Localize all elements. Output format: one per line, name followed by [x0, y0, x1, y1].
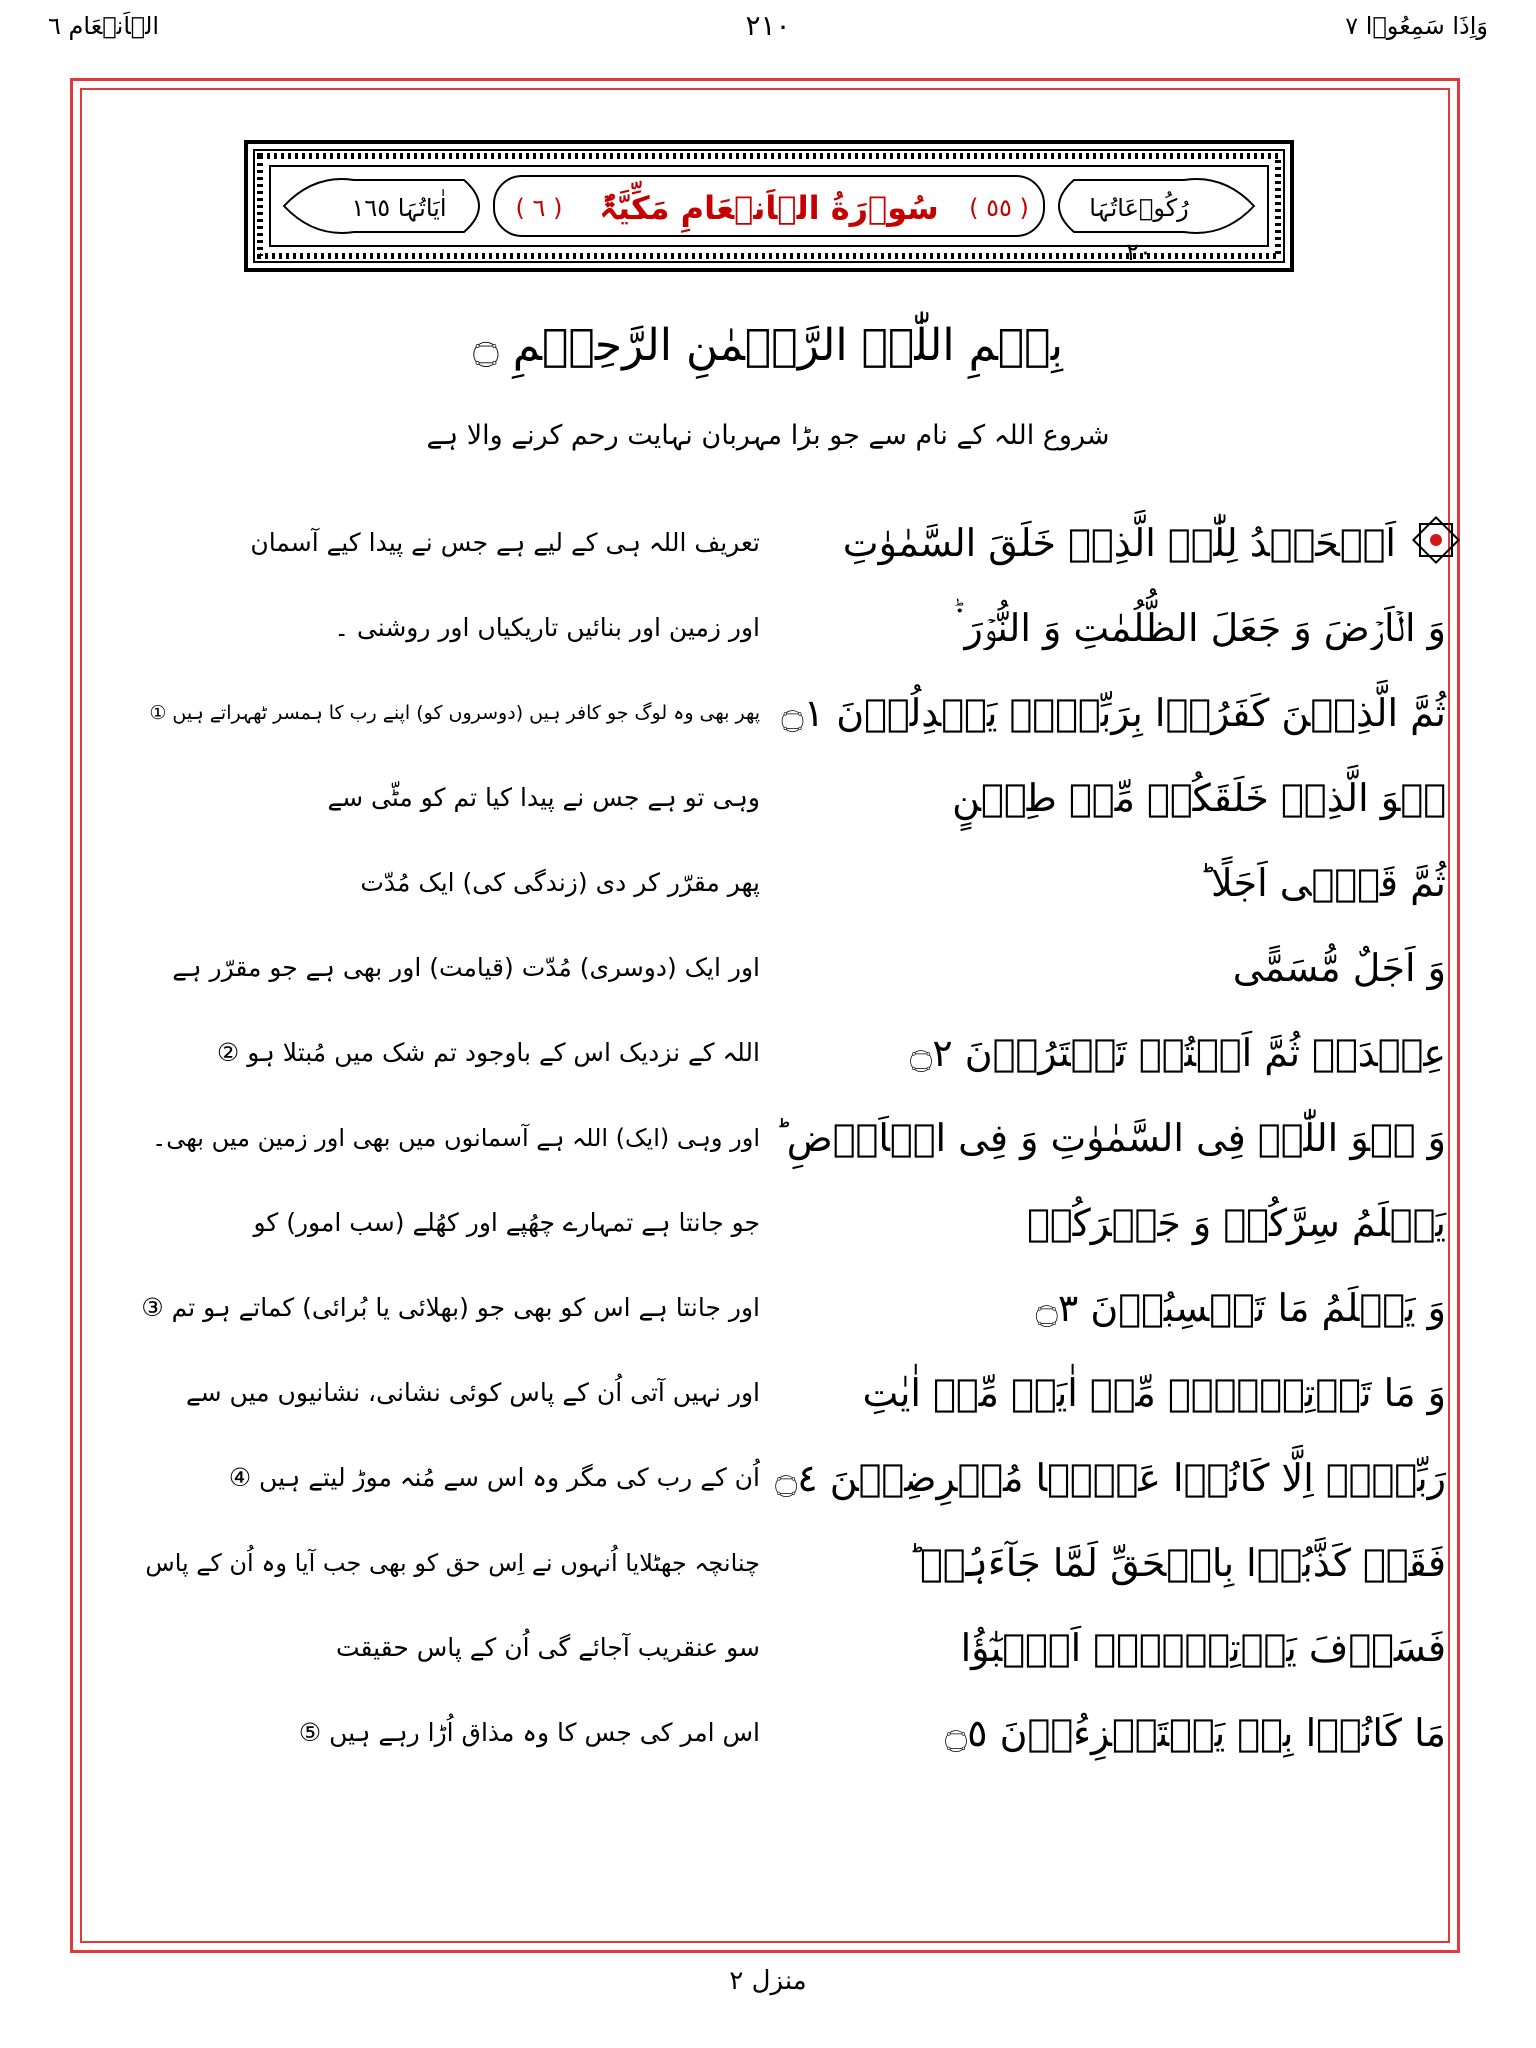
- urdu-translation-line: وہی تو ہے جس نے پیدا کیا تم کو مٹّی سے: [327, 783, 760, 812]
- page-number: ٢١٠: [745, 9, 791, 42]
- arabic-verse-line: وَ اَجَلٌ مُّسَمًّی: [1232, 946, 1446, 990]
- arabic-verse-line: ثُمَّ الَّذِیۡنَ کَفَرُوۡا بِرَبِّہِمۡ یَعۡدِلُوۡنَ ۝١: [781, 691, 1446, 735]
- bismillah: بِسۡمِ اللّٰہِ الرَّحۡمٰنِ الرَّحِیۡمِ ۝: [473, 320, 1063, 371]
- verse-row: [0, 933, 1536, 1003]
- verse-row: [0, 1103, 1536, 1173]
- header-juz-name: وَاِذَا سَمِعُوۡا ٧: [1345, 12, 1488, 40]
- verses-count-label: اٰیَاتُہَا ١٦٥: [351, 194, 447, 222]
- urdu-translation-line: چنانچہ جھٹلایا اُنہوں نے اِس حق کو بھی جب آیا وہ اُن کے پاس: [145, 1549, 760, 1577]
- manzil-footer: منزل ٢: [729, 1966, 807, 1996]
- bismillah-translation: شروع اللہ کے نام سے جو بڑا مہربان نہایت رحم کرنے والا ہے: [426, 420, 1110, 451]
- arabic-verse-line: فَقَدۡ کَذَّبُوۡا بِالۡحَقِّ لَمَّا جَآءَہُمۡ ؕ: [907, 1541, 1446, 1585]
- arabic-verse-line: وَ مَا تَاۡتِیۡہِمۡ مِّنۡ اٰیَۃٍ مِّنۡ اٰیٰتِ: [862, 1371, 1446, 1415]
- urdu-translation-line: اُن کے رب کی مگر وہ اس سے مُنہ موڑ لیتے ہیں ④: [228, 1463, 760, 1492]
- arabic-verse-line: رَبِّہِمۡ اِلَّا کَانُوۡا عَنۡہَا مُعۡرِضِیۡنَ ۝٤: [774, 1456, 1446, 1500]
- verse-row: [0, 1188, 1536, 1258]
- verse-row: [0, 1698, 1536, 1768]
- urdu-translation-line: سو عنقریب آجائے گی اُن کے پاس حقیقت: [335, 1633, 760, 1662]
- arabic-verse-line: اَلۡحَمۡدُ لِلّٰہِ الَّذِیۡ خَلَقَ السَّمٰوٰتِ: [842, 521, 1396, 565]
- urdu-translation-line: اور زمین اور بنائیں تاریکیاں اور روشنی ۔: [334, 613, 760, 642]
- urdu-translation-line: جو جانتا ہے تمہارے چھُپے اور کھُلے (سب امور) کو: [253, 1208, 760, 1237]
- urdu-translation-line: پھر مقرّر کر دی (زندگی کی) ایک مُدّت: [360, 868, 760, 897]
- urdu-translation-line: پھر بھی وہ لوگ جو کافر ہیں (دوسروں کو) اپنے رب کا ہمسر ٹھہراتے ہیں ①: [149, 702, 760, 724]
- verse-row: [0, 1273, 1536, 1343]
- surah-title: سُوۡرَةُ الۡاَنۡعَامِ مَکِّیَّۃٌ: [599, 189, 939, 227]
- arabic-verse-line: وَ الۡاَرۡضَ وَ جَعَلَ الظُّلُمٰتِ وَ النُّوۡرَ ۬ؕ: [955, 606, 1446, 650]
- urdu-translation-line: اور ایک (دوسری) مُدّت (قیامت) اور بھی ہے جو مقرّر ہے: [172, 953, 760, 982]
- verse-row: [0, 678, 1536, 748]
- verse-row: [0, 1358, 1536, 1428]
- arabic-verse-line: فَسَوۡفَ یَاۡتِیۡہِمۡ اَنۡۢبٰٓؤُا: [960, 1626, 1446, 1670]
- verse-row: [0, 1528, 1536, 1598]
- urdu-translation-line: اور جانتا ہے اس کو بھی جو (بھلائی یا بُرائی) کماتے ہو تم ③: [141, 1293, 760, 1322]
- surah-number: ( ٦ ): [515, 194, 563, 222]
- urdu-translation-line: تعریف اللہ ہی کے لیے ہے جس نے پیدا کیے آسمان: [250, 528, 760, 557]
- verse-row: [0, 1613, 1536, 1683]
- header-surah-name: الۡاَنۡعَام ٦: [48, 12, 160, 40]
- arabic-verse-line: مَا کَانُوۡا بِہٖ یَسۡتَہۡزِءُوۡنَ ۝٥: [944, 1711, 1446, 1755]
- ruku-count-label: رُکُوۡعَاتُہَا ٢٠: [1089, 194, 1189, 266]
- surah-banner: [244, 140, 1294, 272]
- verse-row: [0, 1018, 1536, 1088]
- verse-row: [0, 848, 1536, 918]
- arabic-verse-line: یَعۡلَمُ سِرَّکُمۡ وَ جَہۡرَکُمۡ: [1027, 1201, 1446, 1245]
- verse-row: [0, 508, 1536, 578]
- urdu-translation-line: اس امر کی جس کا وہ مذاق اُڑا رہے ہیں ⑤: [298, 1718, 760, 1747]
- revelation-order: ( ٥٥ ): [969, 194, 1029, 222]
- arabic-verse-line: ثُمَّ قَضٰۤی اَجَلًا ؕ: [1198, 861, 1446, 905]
- verse-row: [0, 593, 1536, 663]
- arabic-verse-line: وَ یَعۡلَمُ مَا تَکۡسِبُوۡنَ ۝٣: [1035, 1286, 1446, 1330]
- urdu-translation-line: اور وہی (ایک) اللہ ہے آسمانوں میں بھی اور زمین میں بھی۔: [152, 1124, 760, 1152]
- arabic-verse-line: وَ ہُوَ اللّٰہُ فِی السَّمٰوٰتِ وَ فِی الۡاَرۡضِ ؕ: [774, 1116, 1446, 1160]
- urdu-translation-line: اور نہیں آتی اُن کے پاس کوئی نشانی، نشانیوں میں سے: [186, 1378, 760, 1407]
- arabic-verse-line: عِنۡدَہٗ ثُمَّ اَنۡتُمۡ تَمۡتَرُوۡنَ ۝٢: [909, 1031, 1446, 1075]
- urdu-translation-line: اللہ کے نزدیک اس کے باوجود تم شک میں مُبتلا ہو ②: [216, 1038, 760, 1067]
- arabic-verse-line: ہُوَ الَّذِیۡ خَلَقَکُمۡ مِّنۡ طِیۡنٍ: [952, 776, 1446, 820]
- verse-row: [0, 1443, 1536, 1513]
- verse-row: [0, 763, 1536, 833]
